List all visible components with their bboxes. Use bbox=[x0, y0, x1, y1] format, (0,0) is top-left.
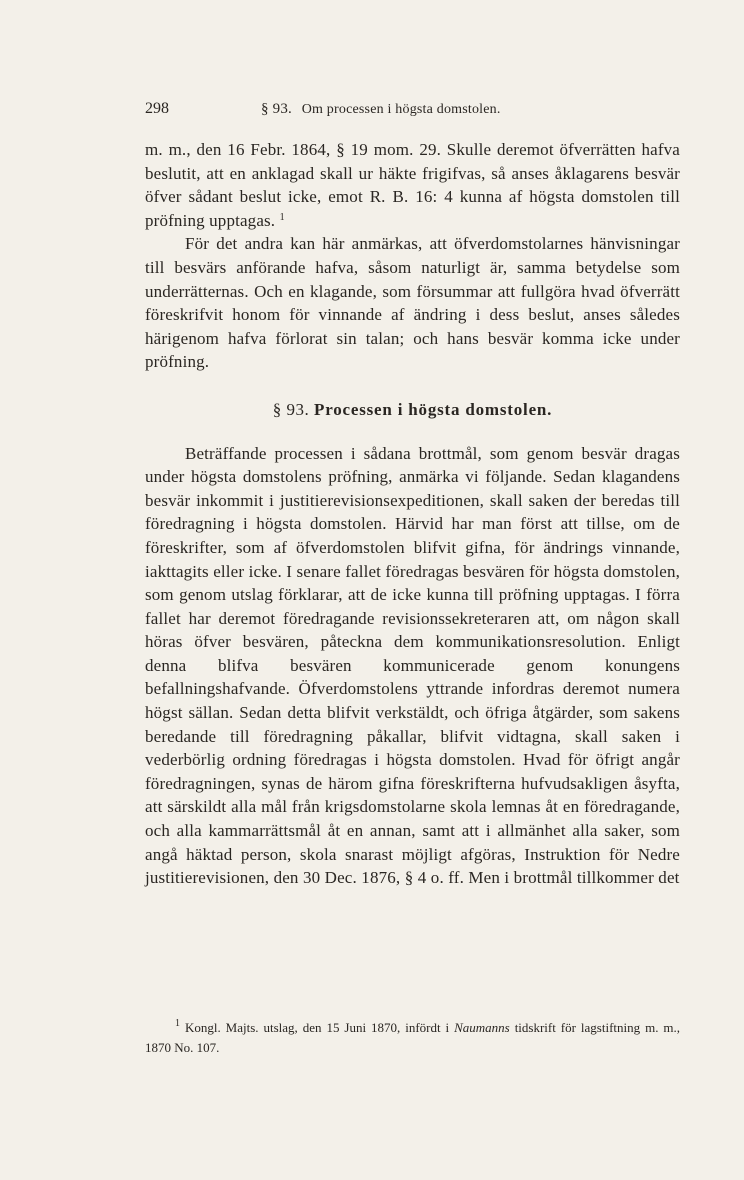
section-heading-number: § 93. bbox=[272, 399, 310, 419]
paragraph-1 bbox=[145, 138, 680, 232]
body-text bbox=[145, 138, 680, 890]
paragraph-1-text: m. m., den 16 Febr. 1864, § 19 mom. 29. Skulle deremot öfverrätten hafva beslutit, att en anklagad skall ur häkte frigifvas, så anses åklagarens besvär öfver sådant beslut icke, emot R. B. 16: 4 kunna af högsta domstolen till pröfning upptagas. bbox=[145, 140, 680, 230]
footnote-text-after: tidskrift för lagstiftning m. m., 1870 No. 107. bbox=[145, 1020, 681, 1055]
footnote bbox=[145, 1018, 680, 1058]
section-heading bbox=[145, 398, 680, 422]
footnote-reference: 1 bbox=[279, 211, 285, 223]
section-heading-title: Processen i högsta domstolen. bbox=[314, 399, 553, 419]
running-head bbox=[261, 101, 501, 118]
paragraph-3: Beträffande processen i sådana brottmål, som genom besvär dragas under högsta domstolens pröfning, anmärka vi följande. Sedan klagandens besvär inkommit i justitierevisionsexpeditionen, skall saken der beredas till föredragning i högsta domstolen. Härvid har man först att tillse, om de föreskrifter, som af öfverdomstolen blifvit gifna, för ändrings vinnande, iakttagits eller icke. I senare fallet föredragas besvären för högsta domstolen, som genom utslag förklarar, att de icke kunna till pröfning upptagas. I förra fallet har deremot föredragande revisionssekreteraren att, om någon skall höras öfver besvären, påteckna dem kommunikationsresolution. Enligt denna blifva besvären kommunicerade genom konungens befallningshafvande. Öfverdomstolens yttrande infordras deremot numera högst sällan. Sedan detta blifvit verkstäldt, och öfriga åtgärder, som sakens beredande till föredragning påkallar, blifvit vidtagna, skall saken i vederbörlig ordning föredragas i högsta domstolen. Hvad för öfrigt angår föredragningen, synas de härom gifna föreskrifterna hufvudsakligen åsyfta, att särskildt alla mål från krigsdomstolarne skola lemnas åt en föredragande, och alla kammarrättsmål åt en annan, samt att i allmänhet alla saker, som angå häktad person, skola snarast möjligt afgöras, Instruktion för Nedre justitierevisionen, den 30 Dec. 1876, § 4 o. ff. Men i brottmål tillkommer det bbox=[145, 443, 681, 888]
footnote-text-before: Kongl. Majts. utslag, den 15 Juni 1870, infördt i bbox=[184, 1020, 450, 1035]
page-number: 298 bbox=[145, 100, 169, 117]
footnote-italic-name: Naumanns bbox=[454, 1020, 510, 1035]
running-head-title: Om processen i högsta domstolen. bbox=[301, 102, 501, 117]
footnote-text bbox=[145, 1018, 680, 1058]
page-header bbox=[145, 100, 605, 122]
running-head-section: § 93. bbox=[261, 101, 292, 117]
paragraph-2: För det andra kan här anmärkas, att öfverdomstolarnes hänvisningar till besvärs anförande hafva, såsom naturligt är, samma betydelse som underrätternas. Och en klagande, som försummar att fullgöra hvad öfverrätt föreskrifvit honom för vinnande af ändring i dess beslut, anses således härigenom hafva förlorat sin talan; och hans besvär komma icke under pröfning. bbox=[145, 234, 680, 372]
footnote-marker: 1 bbox=[175, 1018, 180, 1029]
